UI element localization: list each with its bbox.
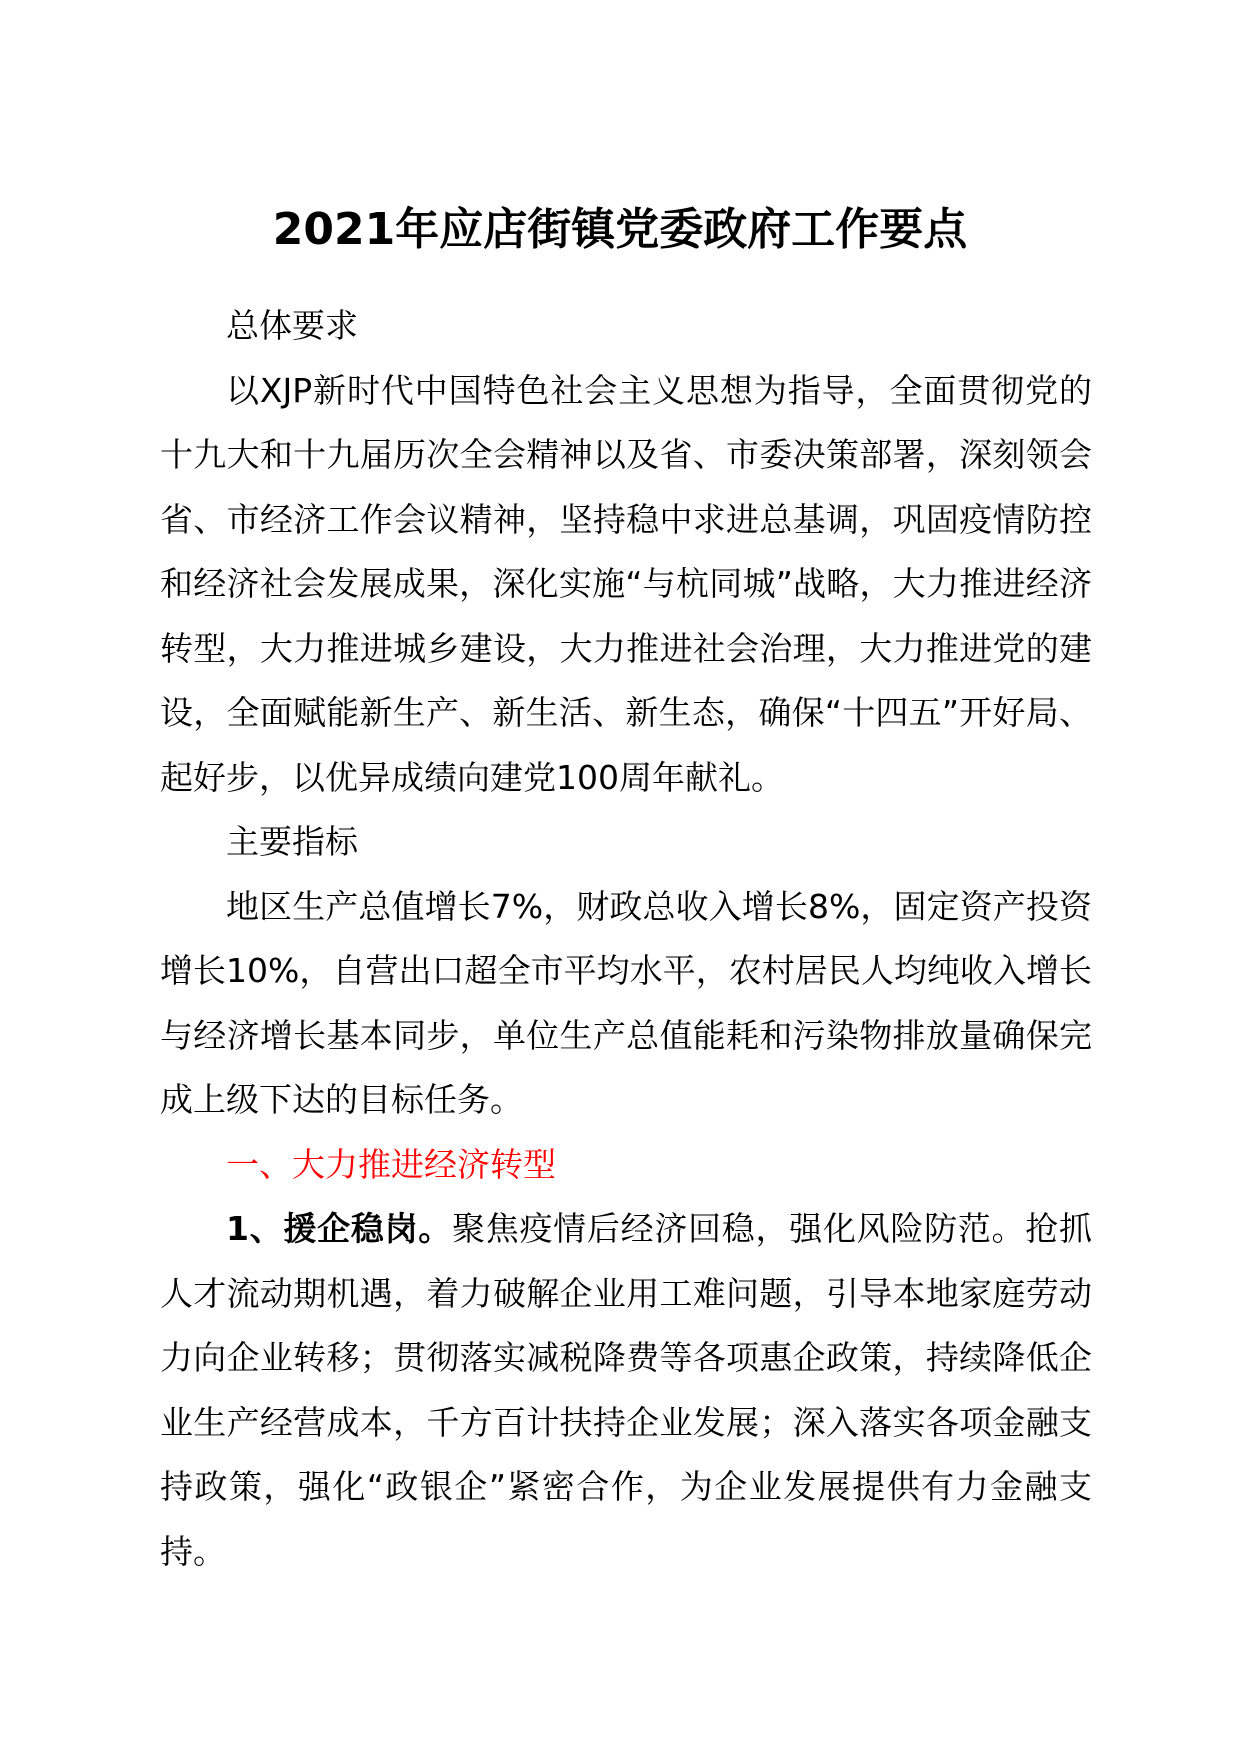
item-one-lead: 1、援企稳岗。 [226, 1209, 453, 1248]
document-body [160, 294, 1092, 1584]
paragraph-main-indicators: 地区生产总值增长7%，财政总收入增长8%，固定资产投资增长10%，自营出口超全市平均水平，农村居民人均纯收入增长与经济增长基本同步，单位生产总值能耗和污染物排放量确保完成上级下达的目标任务。 [160, 886, 1092, 1119]
document-title: 2021年应店街镇党委政府工作要点 [272, 204, 968, 255]
heading-overall-requirements: 总体要求 [226, 306, 358, 345]
item-one-paragraph [160, 1197, 1092, 1584]
paragraph-overall-requirements: 以XJP新时代中国特色社会主义思想为指导，全面贯彻党的十九大和十九届历次全会精神以及省、市委决策部署，深刻领会省、市经济工作会议精神，坚持稳中求进总基调，巩固疫情防控和经济社会发展成果，深化实施“与杭同城”战略，大力推进经济转型，大力推进城乡建设，大力推进社会治理，大力推进党的建设，全面赋能新生产、新生活、新生态，确保“十四五”开好局、起好步，以优异成绩向建党100周年献礼。 [160, 370, 1092, 797]
section-one-heading: 一、大力推进经济转型 [226, 1144, 556, 1184]
heading-main-indicators: 主要指标 [226, 822, 358, 861]
item-one-text: 聚焦疫情后经济回稳，强化风险防范。抢抓人才流动期机遇，着力破解企业用工难问题，引导本地家庭劳动力向企业转移；贯彻落实减税降费等各项惠企政策，持续降低企业生产经营成本，千方百计扶持企业发展；深入落实各项金融支持政策，强化“政银企”紧密合作，为企业发展提供有力金融支持。 [160, 1209, 1092, 1571]
